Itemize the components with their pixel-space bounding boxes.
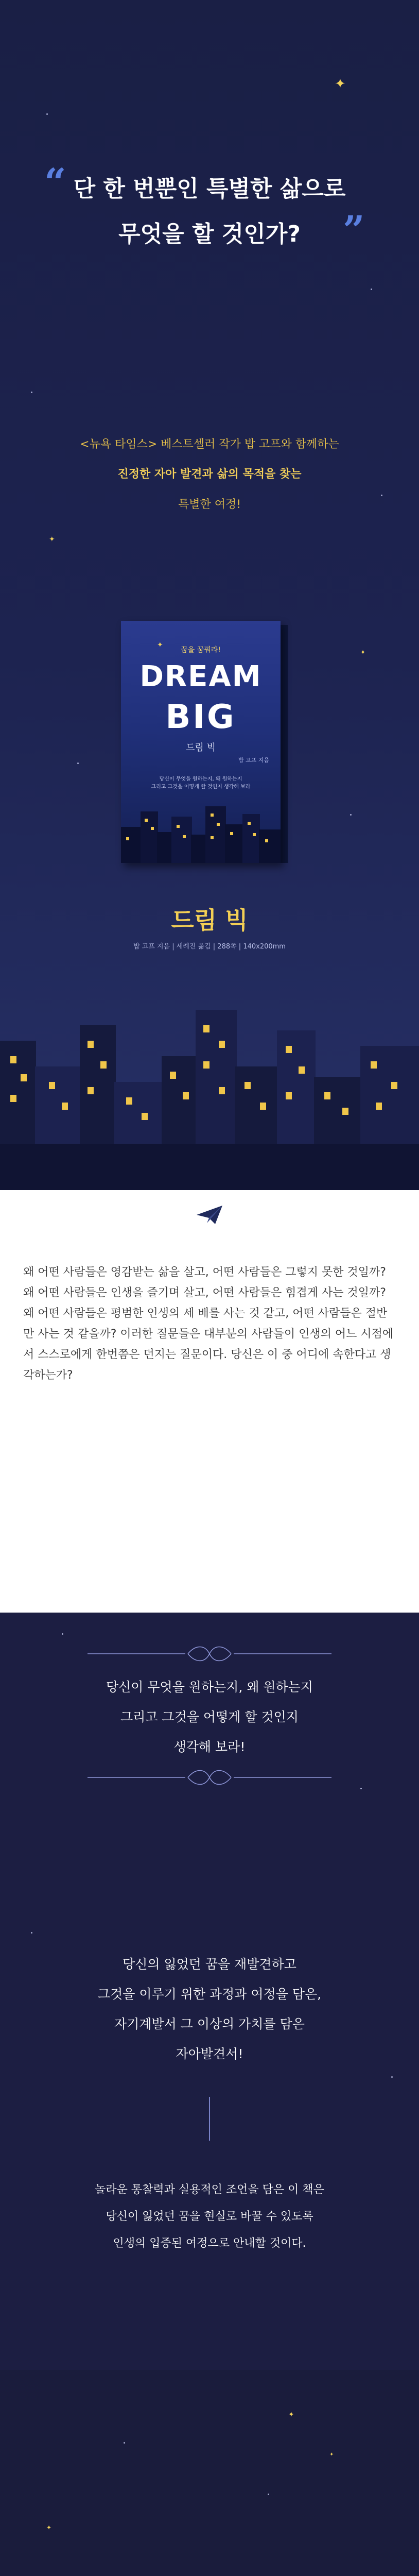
story-paragraph: 왜 어떤 사람들은 영감받는 삶을 살고, 어떤 사람들은 그렇지 못한 것일까? 왜 어떤 사람들은 인생을 즐기며 살고, 어떤 사람들은 힘겹게 사는 것일까? 왜 어떤 사람들은 평범한 인생의 세 배를 사는 것 같고, 어떤 사람들은 절반만 사는 것 같을까? 이러한 질문들은 대부분의 사람들이 인생의 어느 시점에서 스스로에게 한번쯤은 던지는 질문이다. 당신은 이 중 어디에 속한다고 생각하는가?: [23, 1266, 394, 1382]
callout-section: [0, 1613, 419, 2370]
discovery-line-2: 그것을 이루기 위한 과정과 여정을 담은,: [97, 1987, 322, 2002]
callout-line-1: 당신이 무엇을 원하는지, 왜 원하는지: [106, 1680, 313, 1694]
star-dot: [77, 762, 79, 764]
insight-line-1: 놀라운 통찰력과 실용적인 조언을 담은 이 책은: [95, 2183, 324, 2196]
star-dot: [371, 289, 372, 290]
book-top-label: 꿈을 꿈꿔라!: [181, 646, 221, 654]
close-quote-icon: ”: [343, 208, 365, 252]
star-icon: ✦: [329, 2452, 334, 2458]
star-dot: [62, 1633, 63, 1635]
product-meta: 밥 고프 지음 | 세례진 옮김 | 288쪽 | 140x200mm: [133, 943, 286, 951]
ornament-top: [88, 1643, 331, 1664]
star-dot: [46, 113, 48, 115]
book-description: 당신이 무엇을 원하는지, 왜 원하는지 그리고 그것을 어떻게 할 것인지 생각해 보라: [151, 776, 251, 790]
star-icon: ✦: [335, 76, 346, 92]
star-dot: [124, 2442, 125, 2444]
discovery-line-4: 자아발견서!: [176, 2046, 243, 2061]
star-icon: ✦: [46, 2524, 52, 2531]
callout-line-3: 생각해 보라!: [173, 1739, 246, 1754]
discovery-line-3: 자기계발서 그 이상의 가치를 담은: [114, 2016, 305, 2031]
hero-headline-2: 무엇을 할 것인가?: [118, 221, 301, 247]
product-title: 드림 빅: [171, 906, 248, 934]
callout-line-2: 그리고 그것을 어떻게 할 것인지: [120, 1709, 299, 1724]
insight-line-2: 당신이 잃었던 꿈을 현실로 바꿀 수 있도록: [106, 2210, 313, 2223]
closing-section: [0, 2370, 419, 2576]
story-section: [0, 1190, 419, 1613]
book-author: 밥 고프 지음: [238, 757, 269, 764]
star-dot: [268, 2494, 269, 2495]
insight-line-3: 인생의 입증된 여정으로 안내할 것이다.: [113, 2237, 306, 2250]
intro-line-3: 특별한 여정!: [178, 498, 241, 511]
star-dot: [360, 1788, 362, 1789]
paper-plane-icon: [196, 1205, 223, 1225]
hero-headline-1: 단 한 번뿐인 특별한 삶으로: [73, 176, 346, 202]
ornament-bottom: [88, 1767, 331, 1788]
star-icon: ✦: [49, 535, 55, 544]
intro-line-2: 진정한 자아 발견과 삶의 목적을 찾는: [117, 468, 302, 481]
book-title-big: BIG: [165, 698, 236, 736]
book-cover: [121, 621, 281, 863]
star-dot: [350, 814, 352, 816]
star-dot: [31, 392, 32, 393]
discovery-line-1: 당신의 잃었던 꿈을 재발견하고: [123, 1957, 296, 1972]
open-quote-icon: “: [44, 161, 66, 205]
star-icon: ✦: [288, 2411, 294, 2419]
book-city-skyline: [121, 796, 281, 863]
divider-line: [209, 2097, 210, 2141]
star-dot: [391, 2076, 393, 2078]
book-cover-image: [121, 621, 291, 863]
city-skyline: [0, 979, 419, 1190]
book-title-dream: DREAM: [139, 660, 262, 693]
star-dot: [31, 1932, 32, 1934]
intro-line-1: <뉴욕 타임스> 베스트셀러 작가 밥 고프와 함께하는: [80, 438, 339, 451]
star-icon: ✦: [157, 641, 163, 649]
star-icon: ✦: [360, 649, 366, 656]
hero-section: [0, 0, 419, 1190]
book-title-ko: 드림 빅: [186, 742, 216, 753]
